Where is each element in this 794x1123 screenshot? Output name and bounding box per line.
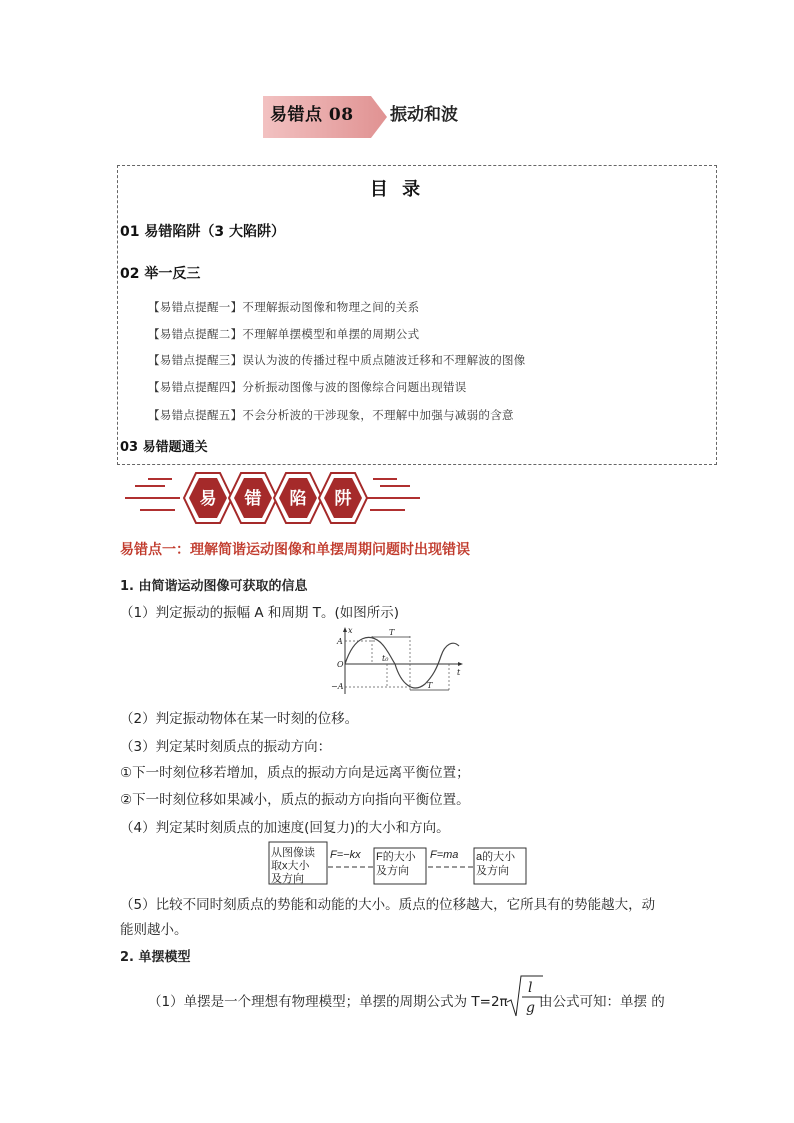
axis-x-label: x bbox=[348, 626, 353, 635]
paragraph: ①下一时刻位移若增加，质点的振动方向是远离平衡位置； bbox=[120, 765, 470, 781]
toc-subitem: 【易错点提醒一】不理解振动图像和物理之间的关系 bbox=[148, 300, 420, 314]
flow-op-2: F=ma bbox=[430, 849, 459, 861]
period-label-top: T bbox=[389, 628, 395, 637]
hex-4 bbox=[319, 473, 367, 523]
flow-diagram bbox=[268, 840, 528, 888]
oscillation-graph bbox=[325, 626, 465, 696]
subheading-1: 1. 由简谐运动图像可获取的信息 bbox=[120, 579, 308, 594]
toc-section-1: 01 易错陷阱（3 大陷阱） bbox=[120, 224, 285, 240]
hex-char: 阱 bbox=[334, 489, 352, 509]
amplitude-pos-label: A bbox=[337, 637, 343, 646]
paragraph-continued: 由公式可知：单摆 的 bbox=[539, 994, 665, 1010]
formula-numerator: l bbox=[528, 980, 533, 996]
trap-banner bbox=[120, 468, 425, 528]
hex-3 bbox=[274, 473, 322, 523]
hex-2 bbox=[229, 473, 277, 523]
flow-box-2: F的大小 及方向 bbox=[376, 851, 416, 877]
section-title: 易错点一：理解简谐运动图像和单摆周期问题时出现错误 bbox=[120, 542, 470, 558]
hex-char: 错 bbox=[244, 489, 262, 509]
formula-denominator: g bbox=[526, 1000, 535, 1016]
paragraph: （2）判定振动物体在某一时刻的位移。 bbox=[120, 711, 359, 727]
flow-box-1: 从图像读 取x大小 及方向 bbox=[271, 847, 315, 885]
axis-t-label: t bbox=[457, 668, 461, 677]
paragraph: （1）单摆是一个理想有物理模型；单摆的周期公式为 T=2π bbox=[148, 994, 508, 1010]
paragraph: （5）比较不同时刻质点的势能和动能的大小。质点的位移越大，它所具有的势能越大，动 bbox=[120, 897, 656, 913]
toc-subitem: 【易错点提醒四】分析振动图像与波的图像综合问题出现错误 bbox=[148, 380, 467, 394]
toc-section-3: 03 易错题通关 bbox=[120, 440, 208, 455]
flow-op-1: F=−kx bbox=[330, 849, 361, 861]
hex-char: 陷 bbox=[289, 489, 307, 509]
subheading-2: 2. 单摆模型 bbox=[120, 950, 191, 965]
amplitude-neg-label: −A bbox=[331, 682, 344, 691]
toc-section-2: 02 举一反三 bbox=[120, 266, 201, 282]
banner-left-decoration bbox=[125, 479, 180, 510]
banner-right-decoration bbox=[365, 479, 420, 510]
paragraph: ②下一时刻位移如果减小，质点的振动方向指向平衡位置。 bbox=[120, 792, 470, 808]
toc-subitem: 【易错点提醒五】不会分析波的干涉现象，不理解中加强与减弱的含意 bbox=[148, 408, 514, 422]
paragraph: （1）判定振动的振幅 A 和周期 T。(如图所示) bbox=[120, 605, 399, 621]
toc-subitem: 【易错点提醒三】误认为波的传播过程中质点随波迁移和不理解波的图像 bbox=[148, 353, 526, 367]
header-label: 易错点 08 bbox=[270, 105, 354, 125]
origin-label: O bbox=[337, 660, 344, 669]
toc-subitem: 【易错点提醒二】不理解单摆模型和单摆的周期公式 bbox=[148, 327, 420, 341]
header-title: 振动和波 bbox=[390, 105, 458, 125]
t0-label: t₀ bbox=[382, 654, 389, 663]
paragraph: 能则越小。 bbox=[120, 922, 188, 938]
paragraph: （3）判定某时刻质点的振动方向： bbox=[120, 739, 332, 755]
flow-box-3: a的大小 及方向 bbox=[476, 851, 516, 877]
hex-char: 易 bbox=[199, 489, 217, 509]
hex-1 bbox=[184, 473, 232, 523]
period-label-bottom: T bbox=[427, 681, 433, 690]
toc-heading: 目 录 bbox=[369, 179, 425, 200]
paragraph: （4）判定某时刻质点的加速度(回复力)的大小和方向。 bbox=[120, 820, 450, 836]
